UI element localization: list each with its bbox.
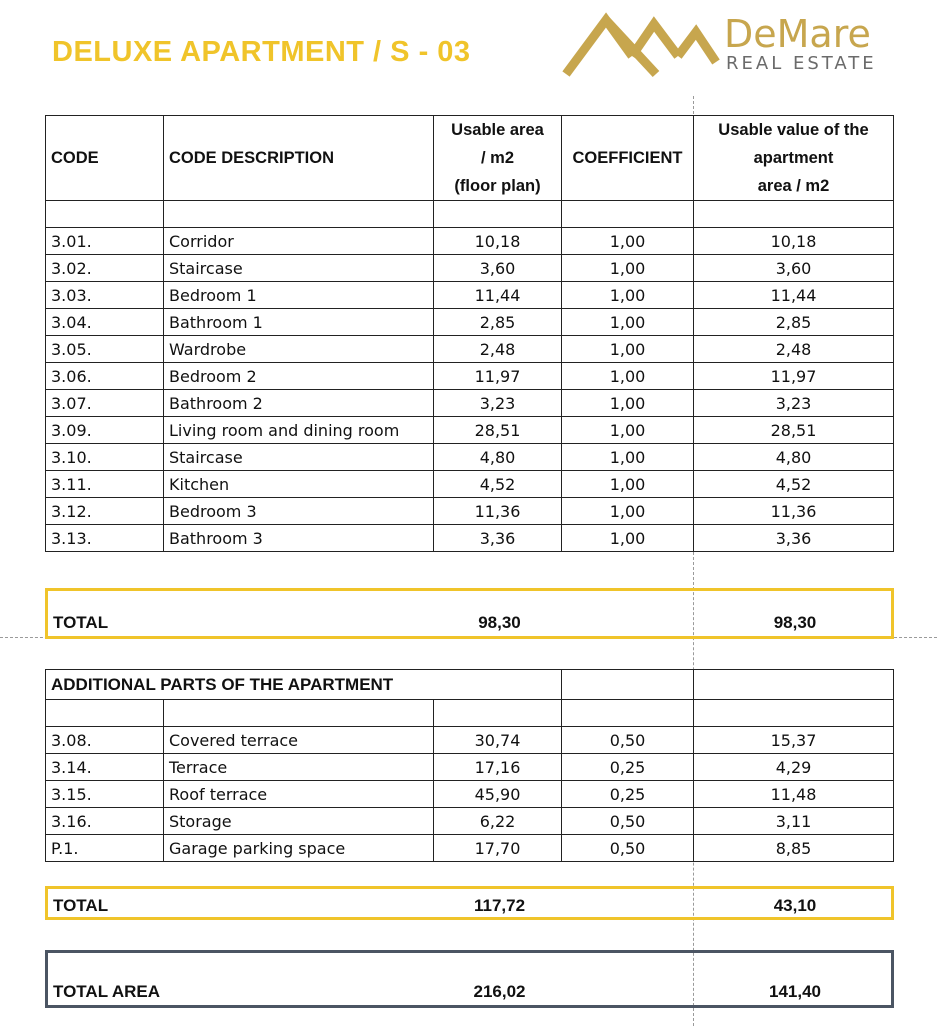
- value-cell: 15,37: [694, 727, 894, 754]
- value-cell: 4,80: [694, 444, 894, 471]
- description-cell: Living room and dining room: [164, 417, 434, 444]
- table-row: [46, 363, 894, 390]
- code-cell: 3.08.: [46, 727, 164, 754]
- table-row: [46, 390, 894, 417]
- table-row: [46, 781, 894, 808]
- table-row: [46, 727, 894, 754]
- coefficient-cell: 1,00: [562, 282, 694, 309]
- total-label: TOTAL: [53, 613, 109, 632]
- code-cell: 3.15.: [46, 781, 164, 808]
- description-cell: Bedroom 3: [164, 498, 434, 525]
- code-cell: 3.09.: [46, 417, 164, 444]
- code-cell: 3.03.: [46, 282, 164, 309]
- total-area-value: 98,30: [478, 613, 521, 632]
- area-cell: 17,70: [434, 835, 562, 862]
- area-cell: 4,52: [434, 471, 562, 498]
- coefficient-cell: 1,00: [562, 498, 694, 525]
- description-cell: Bedroom 2: [164, 363, 434, 390]
- code-cell: 3.13.: [46, 525, 164, 552]
- additional-heading: ADDITIONAL PARTS OF THE APARTMENT: [46, 670, 562, 700]
- table-row: [46, 282, 894, 309]
- description-cell: Bathroom 1: [164, 309, 434, 336]
- header-coefficient: COEFFICIENT: [562, 116, 694, 201]
- code-cell: 3.10.: [46, 444, 164, 471]
- logo-mark-icon: [560, 10, 720, 80]
- additional-parts-table: [45, 669, 894, 862]
- value-cell: 11,48: [694, 781, 894, 808]
- table-row: [46, 754, 894, 781]
- value-cell: 3,36: [694, 525, 894, 552]
- area-cell: 3,60: [434, 255, 562, 282]
- code-cell: 3.02.: [46, 255, 164, 282]
- table-row: [46, 417, 894, 444]
- coefficient-cell: 0,25: [562, 754, 694, 781]
- logo-subtitle: REAL ESTATE: [726, 53, 877, 74]
- code-cell: 3.11.: [46, 471, 164, 498]
- value-cell: 3,23: [694, 390, 894, 417]
- description-cell: Staircase: [164, 444, 434, 471]
- value-cell: 3,11: [694, 808, 894, 835]
- area-cell: 11,36: [434, 498, 562, 525]
- code-cell: 3.01.: [46, 228, 164, 255]
- value-cell: 8,85: [694, 835, 894, 862]
- area-cell: 45,90: [434, 781, 562, 808]
- area-cell: 4,80: [434, 444, 562, 471]
- description-cell: Covered terrace: [164, 727, 434, 754]
- company-logo: [560, 10, 880, 80]
- table-row: [46, 228, 894, 255]
- table-row: [46, 444, 894, 471]
- value-cell: 11,44: [694, 282, 894, 309]
- rooms-table: [45, 115, 894, 552]
- coefficient-cell: 1,00: [562, 228, 694, 255]
- code-cell: 3.05.: [46, 336, 164, 363]
- coefficient-cell: 1,00: [562, 444, 694, 471]
- description-cell: Garage parking space: [164, 835, 434, 862]
- coefficient-cell: 0,50: [562, 808, 694, 835]
- code-cell: 3.12.: [46, 498, 164, 525]
- table-row: [46, 255, 894, 282]
- code-cell: 3.04.: [46, 309, 164, 336]
- description-cell: Roof terrace: [164, 781, 434, 808]
- value-cell: 2,48: [694, 336, 894, 363]
- coefficient-cell: 0,25: [562, 781, 694, 808]
- area-cell: 2,48: [434, 336, 562, 363]
- coefficient-cell: 1,00: [562, 525, 694, 552]
- code-cell: P.1.: [46, 835, 164, 862]
- code-cell: 3.06.: [46, 363, 164, 390]
- value-cell: 28,51: [694, 417, 894, 444]
- total-area-value: 117,72: [473, 896, 526, 915]
- total-usable-value: 98,30: [773, 613, 817, 632]
- description-cell: Bedroom 1: [164, 282, 434, 309]
- value-cell: 4,29: [694, 754, 894, 781]
- description-cell: Terrace: [164, 754, 434, 781]
- table-row: [46, 835, 894, 862]
- description-cell: Bathroom 2: [164, 390, 434, 417]
- empty-row: [46, 700, 894, 727]
- value-cell: 10,18: [694, 228, 894, 255]
- value-cell: 11,97: [694, 363, 894, 390]
- table-row: [46, 498, 894, 525]
- total-box: [45, 588, 894, 639]
- table-row: [46, 525, 894, 552]
- table-row: [46, 336, 894, 363]
- table-row: [46, 471, 894, 498]
- coefficient-cell: 1,00: [562, 363, 694, 390]
- header-description: CODE DESCRIPTION: [164, 116, 434, 201]
- code-cell: 3.07.: [46, 390, 164, 417]
- area-cell: 2,85: [434, 309, 562, 336]
- coefficient-cell: 1,00: [562, 417, 694, 444]
- header-usable-value: Usable value of the apartment area / m2: [694, 116, 894, 201]
- total-area-box: [45, 950, 894, 1008]
- header-code: CODE: [46, 116, 164, 201]
- additional-total-box: [45, 886, 894, 920]
- value-cell: 11,36: [694, 498, 894, 525]
- description-cell: Corridor: [164, 228, 434, 255]
- value-cell: 3,60: [694, 255, 894, 282]
- code-cell: 3.14.: [46, 754, 164, 781]
- coefficient-cell: 0,50: [562, 835, 694, 862]
- area-cell: 6,22: [434, 808, 562, 835]
- area-cell: 28,51: [434, 417, 562, 444]
- description-cell: Storage: [164, 808, 434, 835]
- empty-row: [46, 201, 894, 228]
- logo-name: DeMare: [724, 12, 871, 56]
- coefficient-cell: 0,50: [562, 727, 694, 754]
- area-cell: 30,74: [434, 727, 562, 754]
- table-row: [46, 808, 894, 835]
- coefficient-cell: 1,00: [562, 255, 694, 282]
- value-cell: 2,85: [694, 309, 894, 336]
- description-cell: Bathroom 3: [164, 525, 434, 552]
- coefficient-cell: 1,00: [562, 471, 694, 498]
- area-cell: 11,44: [434, 282, 562, 309]
- area-cell: 11,97: [434, 363, 562, 390]
- area-cell: 10,18: [434, 228, 562, 255]
- description-cell: Staircase: [164, 255, 434, 282]
- table-row: [46, 309, 894, 336]
- area-cell: 3,23: [434, 390, 562, 417]
- description-cell: Wardrobe: [164, 336, 434, 363]
- total-area-label: TOTAL AREA: [53, 982, 161, 1001]
- area-cell: 3,36: [434, 525, 562, 552]
- value-cell: 4,52: [694, 471, 894, 498]
- total-area-value: 216,02: [473, 982, 526, 1001]
- description-cell: Kitchen: [164, 471, 434, 498]
- header-usable-area: Usable area / m2 (floor plan): [434, 116, 562, 201]
- table-header-row: [46, 116, 894, 201]
- page-title: DELUXE APARTMENT / S - 03: [52, 36, 471, 68]
- total-label: TOTAL: [53, 896, 109, 915]
- code-cell: 3.16.: [46, 808, 164, 835]
- total-usable-value: 141,40: [769, 982, 821, 1001]
- area-cell: 17,16: [434, 754, 562, 781]
- additional-heading-row: [46, 670, 894, 700]
- total-usable-value: 43,10: [773, 896, 817, 915]
- coefficient-cell: 1,00: [562, 309, 694, 336]
- coefficient-cell: 1,00: [562, 336, 694, 363]
- coefficient-cell: 1,00: [562, 390, 694, 417]
